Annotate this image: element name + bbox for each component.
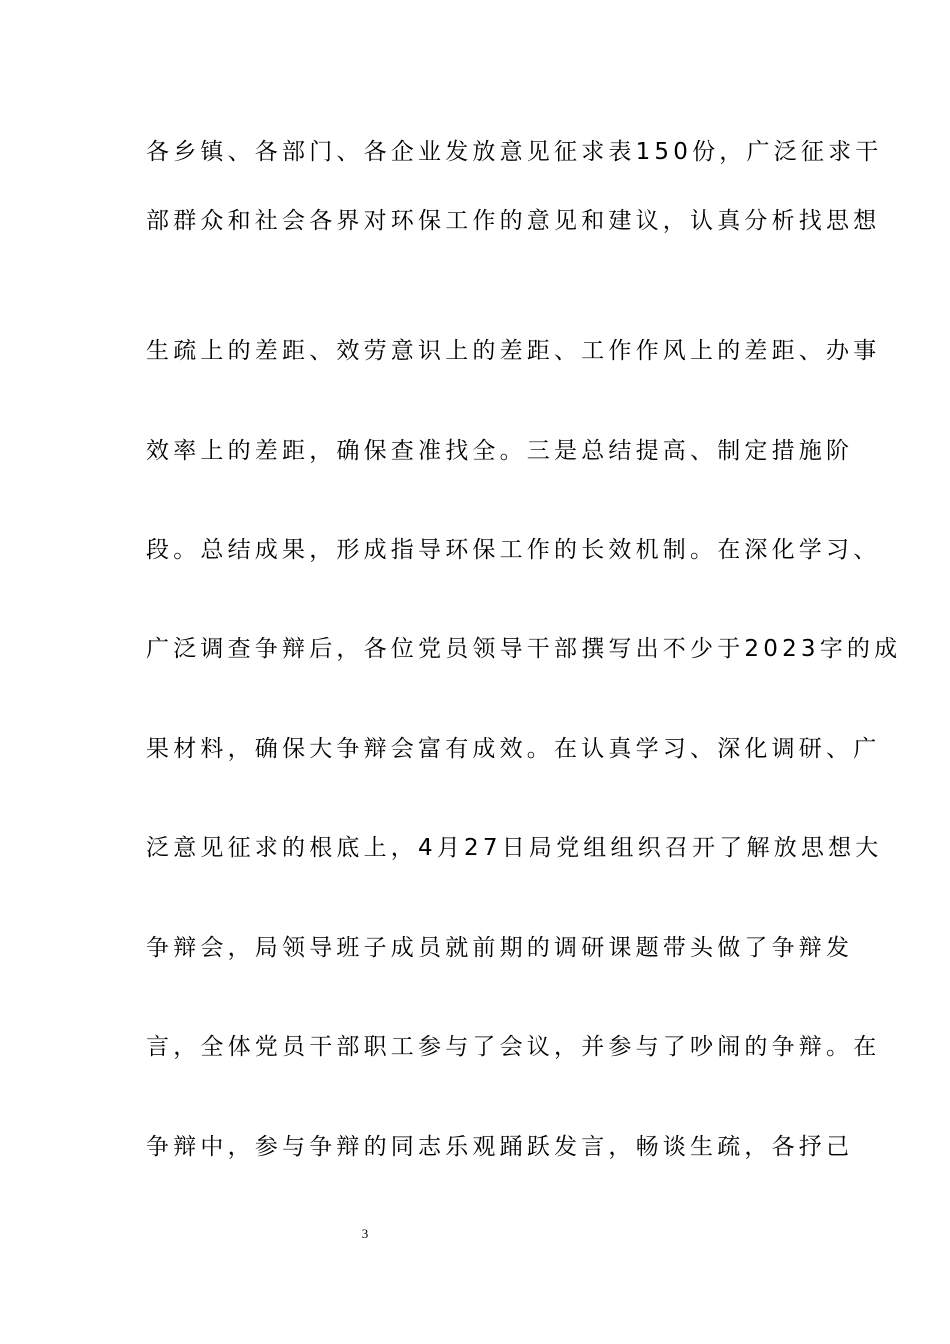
body-text-line-11: 争辩中，参与争辩的同志乐观踊跃发言，畅谈生疏，各抒己 [146,1134,854,1160]
body-text-line-1: 各乡镇、各部门、各企业发放意见征求表150份，广泛征求干 [146,139,883,165]
body-text-line-5: 段。总结成果，形成指导环保工作的长效机制。在深化学习、 [146,537,881,563]
body-text-line-8: 泛意见征求的根底上，4月27日局党组组织召开了解放思想大 [146,835,883,861]
body-text-line-6: 广泛调查争辩后，各位党员领导干部撰写出不少于2023字的成 [146,636,902,662]
body-text-line-9: 争辩会，局领导班子成员就前期的调研课题带头做了争辩发 [146,935,854,961]
body-text-line-2: 部群众和社会各界对环保工作的意见和建议，认真分析找思想 [146,208,881,234]
body-text-line-4: 效率上的差距，确保查准找全。三是总结提高、制定措施阶 [146,438,854,464]
body-text-line-3: 生疏上的差距、效劳意识上的差距、工作作风上的差距、办事 [146,338,881,364]
body-text-line-10: 言，全体党员干部职工参与了会议，并参与了吵闹的争辩。在 [146,1034,881,1060]
body-text-line-7: 果材料，确保大争辩会富有成效。在认真学习、深化调研、广 [146,736,881,762]
page-number: 3 [361,1226,369,1241]
